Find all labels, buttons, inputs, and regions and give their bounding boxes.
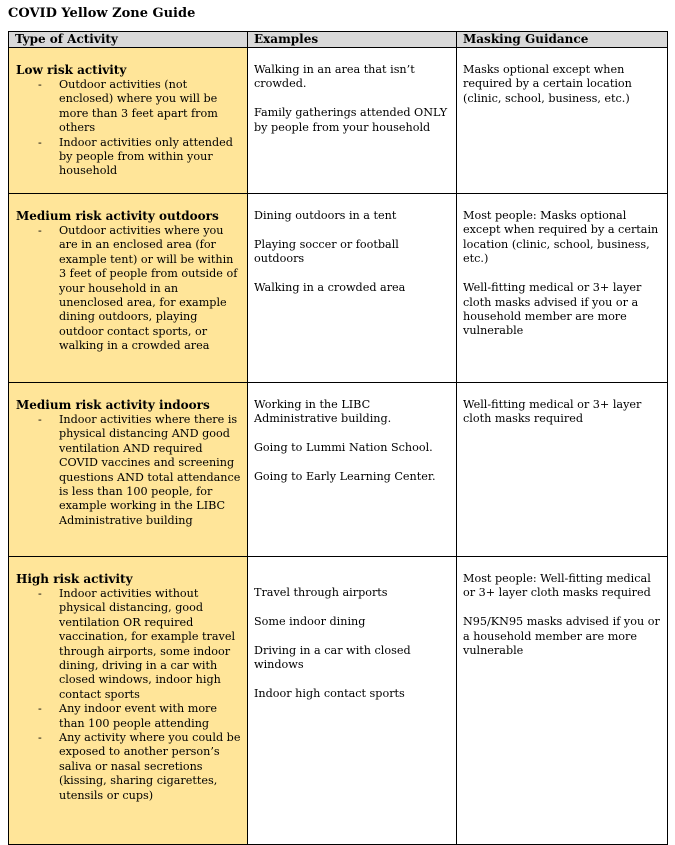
activity-bullet: - Indoor activities where there is physical distancing AND good ventilation AND required COVID vaccines and screening questions AND total attendance is less than 100 people, for example working in the LIBC Administrative building [16, 413, 241, 528]
activity-bullet: - Indoor activities without physical distancing, good ventilation OR required vaccination, for example travel through airports, some indoor dining, driving in a car with closed windows, indoor high contact sports [16, 587, 241, 702]
activity-cell [9, 557, 248, 845]
example-item: Working in the LIBC Administrative building. [254, 398, 392, 426]
example-item: Some indoor dining [254, 614, 366, 628]
example-item: Walking in a crowded area [254, 281, 406, 295]
table-row [9, 557, 668, 845]
activity-cell [9, 383, 248, 557]
header-examples: Examples [248, 32, 457, 48]
activity-bullet: - Outdoor activities (not enclosed) where you will be more than 3 feet apart from others [16, 78, 241, 136]
header-type-of-activity: Type of Activity [9, 32, 248, 48]
yellow-zone-table [8, 31, 668, 845]
masking-item: Well-fitting medical or 3+ layer cloth masks advised if you or a household member are more vulnerable [463, 281, 642, 338]
masking-cell [457, 48, 668, 194]
activity-title: High risk activity [16, 572, 133, 586]
table-row [9, 194, 668, 383]
examples-cell [248, 383, 457, 557]
example-item: Family gatherings attended ONLY by people from your household [254, 106, 448, 134]
masking-item: Most people: Masks optional except when required by a certain location (clinic, school, business, etc.) [463, 209, 659, 266]
examples-cell [248, 557, 457, 845]
activity-bullet: - Any activity where you could be exposed to another person’s saliva or nasal secretions (kissing, sharing cigarettes, utensils or cups) [16, 731, 241, 803]
activity-title: Medium risk activity indoors [16, 398, 210, 412]
activity-title: Medium risk activity outdoors [16, 209, 219, 223]
activity-bullet: - Indoor activities only attended by people from within your household [16, 136, 241, 179]
examples-cell [248, 48, 457, 194]
example-item: Driving in a car with closed windows [254, 643, 411, 672]
example-item: Going to Lummi Nation School. [254, 441, 433, 455]
masking-cell [457, 383, 668, 557]
examples-cell [248, 194, 457, 383]
activity-bullet-list [16, 587, 241, 803]
example-item: Going to Early Learning Center. [254, 470, 436, 484]
activity-bullet-list [16, 413, 241, 528]
activity-cell [9, 194, 248, 383]
masking-item: Well-fitting medical or 3+ layer cloth masks required [463, 398, 642, 426]
activity-bullet-list [16, 78, 241, 179]
example-item: Indoor high contact sports [254, 687, 405, 701]
header-masking-guidance: Masking Guidance [457, 32, 668, 48]
masking-item: Masks optional except when required by a certain location (clinic, school, business, etc.) [463, 63, 632, 105]
example-item: Dining outdoors in a tent [254, 209, 397, 222]
example-item: Playing soccer or football outdoors [254, 237, 399, 266]
activity-cell [9, 48, 248, 194]
masking-item: Most people: Well-fitting medical or 3+ layer cloth masks required [463, 572, 651, 600]
table-row [9, 383, 668, 557]
table-header-row [9, 32, 668, 48]
activity-bullet: - Outdoor activities where you are in an enclosed area (for example tent) or will be within 3 feet of people from outside of your household in an unenclosed area, for example dining outdoors, playing outdoor contact sports, or walking in a crowded area [16, 224, 241, 354]
activity-bullet-list [16, 224, 241, 354]
example-item: Travel through airports [254, 586, 388, 599]
masking-item: N95/KN95 masks advised if you or a household member are more vulnerable [463, 615, 660, 658]
masking-cell [457, 557, 668, 845]
activity-title: Low risk activity [16, 63, 127, 77]
document-title: COVID Yellow Zone Guide [8, 6, 196, 21]
masking-cell [457, 194, 668, 383]
example-item: Walking in an area that isn’t crowded. [254, 63, 415, 91]
table-row [9, 48, 668, 194]
activity-bullet: - Any indoor event with more than 100 people attending [16, 702, 241, 731]
